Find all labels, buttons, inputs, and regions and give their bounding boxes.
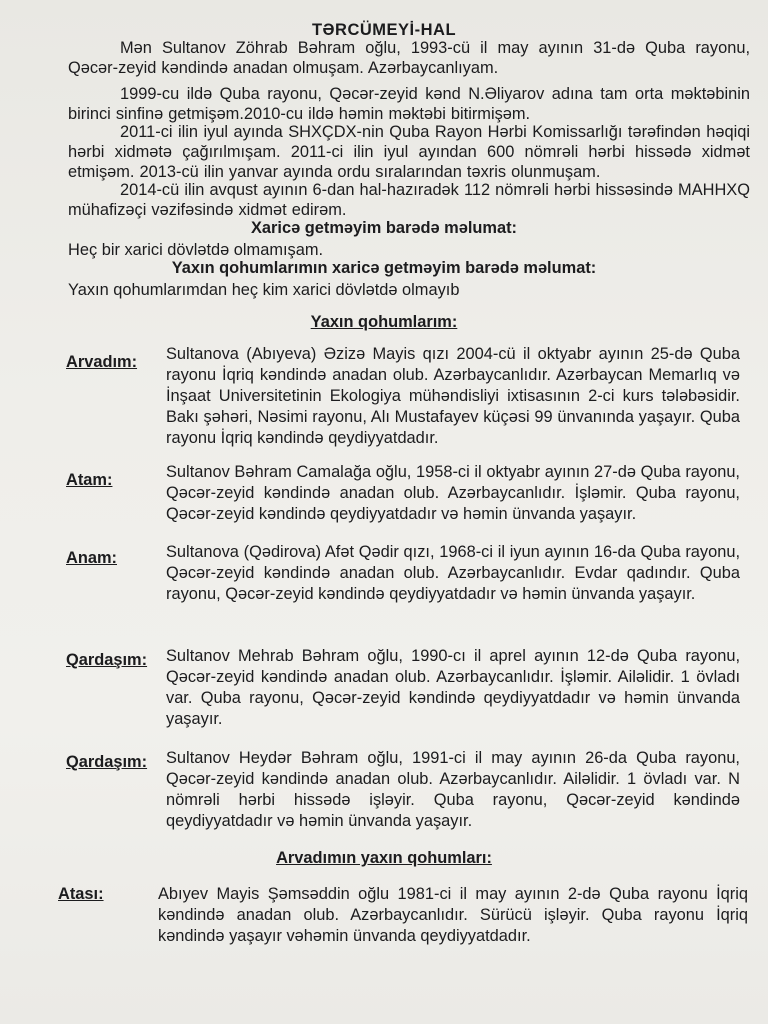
intro-paragraph-military: 2011-ci ilin iyul ayında SHXÇDX-nin Quba Rayon Hərbi Komissarlığı tərəfindən həqiqi hərbi xidmətə çağırılmışam. 2011-ci ilin iyul ayından 600 nömrəli hərbi hissədə xidmət etmişəm. 2013-cü ilin yanvar ayında ordu sıralarından təxris olunmuşam. (68, 123, 750, 181)
wife-relative-text-father: Abıyev Mayis Şəmsəddin oğlu 1981-ci il may ayının 2-də Quba rayonu İqriq kəndində anadan olub. Azərbaycanlıdır. Sürücü işləyir. Quba rayonu İqriq kəndində yaşayır vəhəmin ünvanda qeydiyyatdadır. (158, 885, 748, 945)
relative-label-mother (66, 548, 117, 568)
intro-paragraph-current-job: 2014-cü ilin avqust ayının 6-dan hal-hazıradək 112 nömrəli hərbi hissəsində MAHHXQ mühafizəçi vəzifəsində xidmət edirəm. (68, 181, 750, 219)
relative-label-father-text: Atam: (66, 471, 113, 489)
relative-label-brother-2 (66, 752, 147, 772)
relative-text-brother-2: Sultanov Heydər Bəhram oğlu, 1991-ci il may ayının 26-da Quba rayonu, Qəcər-zeyid kəndində anadan olub. Azərbaycanlıdır. Ailəlidir. 1 övladı var. N nömrəli hərbi hissədə işləyir. Quba rayonu, Qəcər-zeyid kəndində qeydiyyatdadır və həmin ünvanda yaşayır. (166, 749, 740, 830)
intro-paragraph-school: 1999-cu ildə Quba rayonu, Qəcər-zeyid kənd N.Əliyarov adına tam orta məktəbinin birinci sinfinə getmişəm.2010-cu ildə həmin məktəbi bitirmişəm. (68, 85, 750, 123)
relative-label-wife (66, 352, 137, 372)
relative-text-brother-1: Sultanov Mehrab Bəhram oğlu, 1990-cı il aprel ayının 12-də Quba rayonu, Qəcər-zeyid kəndində anadan olub. Azərbaycanlıdır. İşləmir. Ailəlidir. 1 övladı var. Quba rayonu, Qəcər-zeyid kəndində qeydiyyatdadır və həmin ünvanda yaşayır. (166, 647, 740, 728)
relative-label-wife-text: Arvadım: (66, 353, 138, 371)
wife-relative-label-father (58, 884, 104, 904)
relatives-abroad-heading: Yaxın qohumlarımın xaricə getməyim barədə məlumat: (171, 259, 597, 277)
relative-text-mother: Sultanova (Qədirova) Afət Qədir qızı, 1968-ci il iyun ayının 16-da Quba rayonu, Qəcər-zeyid kəndində anadan olub. Azərbaycanlıdır. Evdar qadındır. Quba rayonu, Qəcər-zeyid kəndində qeydiyyatdadır və həmin ünvanda yaşayır. (166, 543, 740, 603)
wife-relatives-heading (0, 848, 768, 868)
relative-label-brother-2-text: Qardaşım: (66, 753, 148, 771)
wife-relative-label-father-text: Atası: (58, 885, 104, 903)
document-title: TƏRCÜMEYİ-HAL (311, 21, 457, 39)
wife-relatives-heading-text: Arvadımın yaxın qohumları: (276, 849, 492, 867)
abroad-text: Heç bir xarici dövlətdə olmamışam. (68, 241, 324, 259)
relative-label-brother-1 (66, 650, 147, 670)
intro-paragraph-birth: Mən Sultanov Zöhrab Bəhram oğlu, 1993-cü il may ayının 31-də Quba rayonu, Qəcər-zeyid kəndində anadan olmuşam. Azərbaycanlıyam. (68, 39, 750, 77)
relative-label-father (66, 470, 112, 490)
relative-label-mother-text: Anam: (66, 549, 117, 567)
relative-label-brother-1-text: Qardaşım: (66, 651, 148, 669)
relatives-heading (0, 312, 768, 332)
relative-text-wife: Sultanova (Abıyeva) Əzizə Mayis qızı 2004-cü il oktyabr ayının 25-də Quba rayonu İqriq kəndində anadan olub. Azərbaycanlıdır. Azərbaycan Memarlıq və İnşaat Universitetinin Ekologiya mühəndisliyi ixtisasının 2-ci kurs tələbəsidir. Bakı şəhəri, Nəsimi rayonu, Alı Mustafayev küçəsi 99 ünvanında yaşayır. Quba rayonu İqriq kəndində qeydiyyatdadır. (166, 345, 740, 447)
relatives-abroad-text: Yaxın qohumlarımdan heç kim xarici dövlətdə olmayıb (68, 281, 460, 299)
abroad-heading: Xaricə getməyim barədə məlumat: (250, 219, 517, 237)
relative-text-father: Sultanov Bəhram Camalağa oğlu, 1958-ci il oktyabr ayının 27-də Quba rayonu, Qəcər-zeyid kəndində anadan olub. Azərbaycanlıdır. İşləmir. Quba rayonu, Qəcər-zeyid kəndində qeydiyyatdadır və həmin ünvanda yaşayır. (166, 463, 740, 523)
relatives-heading-text: Yaxın qohumlarım: (310, 313, 458, 331)
